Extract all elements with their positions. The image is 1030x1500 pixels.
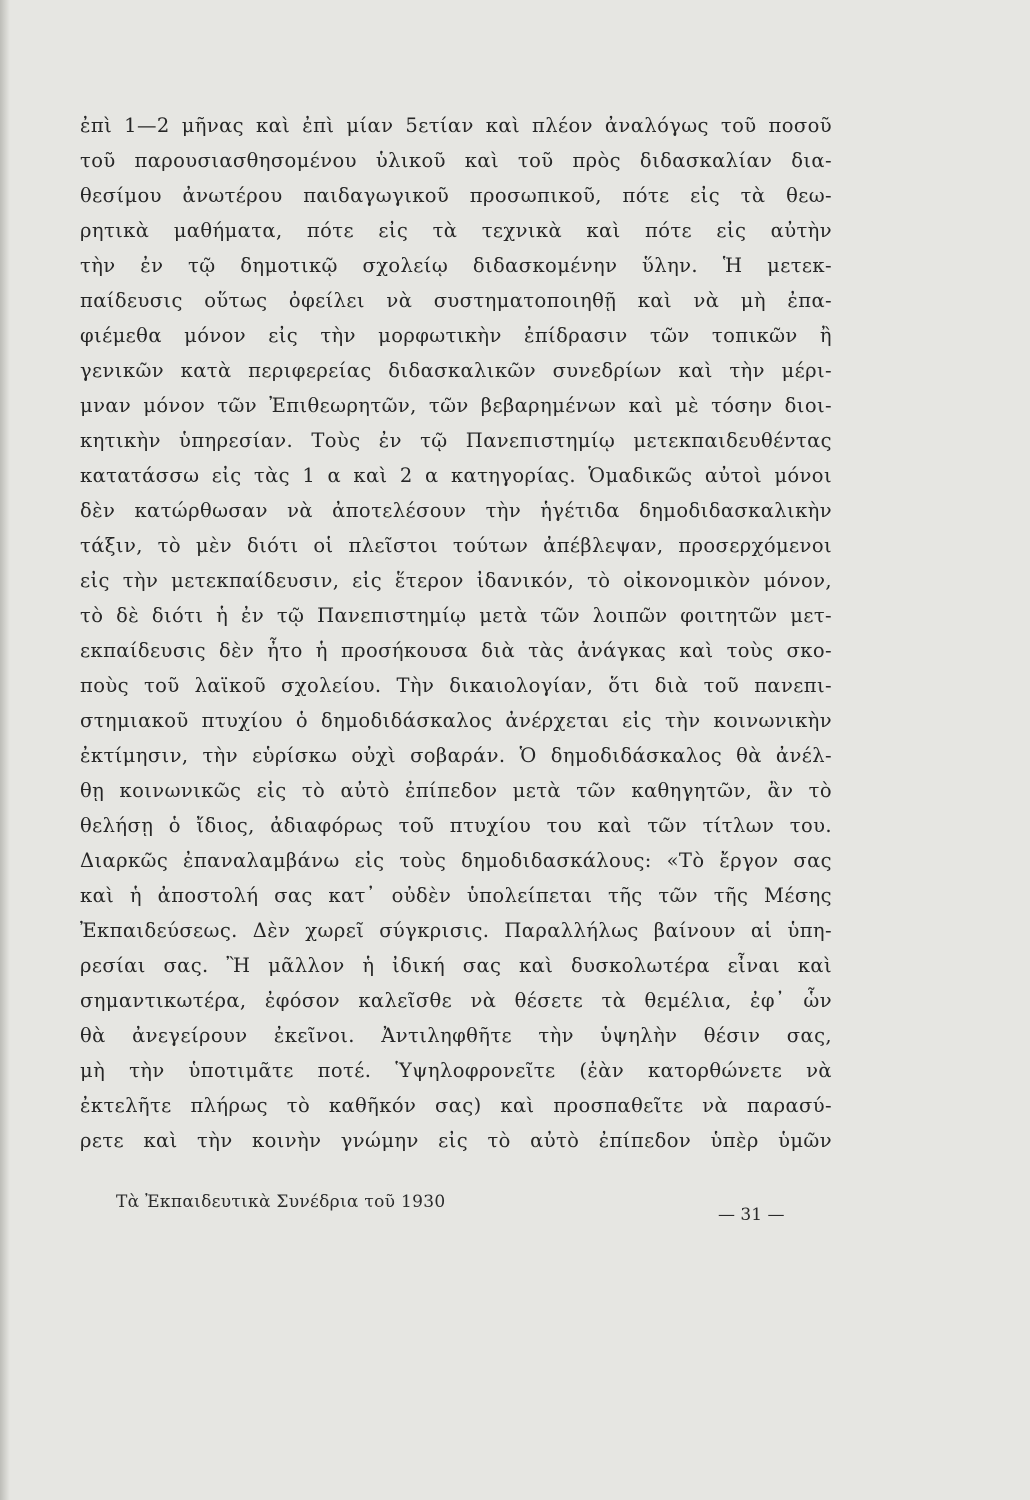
text-line: εκπαίδευσις δὲν ἦτο ἡ προσήκουσα διὰ τὰς ἀνάγκας καὶ τοὺς σκο- (80, 639, 832, 662)
text-line: ἐκτίμησιν, τὴν εὑρίσκω οὐχὶ σοβαράν. Ὁ δημοδιδάσκαλος θὰ ἀνέλ- (80, 744, 832, 767)
page-edge-shadow (0, 0, 10, 1500)
text-line: ρετε καὶ τὴν κοινὴν γνώμην εἰς τὸ αὐτὸ ἐπίπεδον ὑπὲρ ὑμῶν (80, 1129, 832, 1152)
text-line: κητικὴν ὑπηρεσίαν. Τοὺς ἐν τῷ Πανεπιστημίῳ μετεκπαιδευθέντας (80, 429, 832, 452)
text-line: θεσίμου ἀνωτέρου παιδαγωγικοῦ προσωπικοῦ, πότε εἰς τὰ θεω- (80, 184, 832, 207)
text-line: μναν μόνον τῶν Ἐπιθεωρητῶν, τῶν βεβαρημένων καὶ μὲ τόσην διοι- (80, 394, 832, 417)
text-line: ποὺς τοῦ λαϊκοῦ σχολείου. Τὴν δικαιολογίαν, ὅτι διὰ τοῦ πανεπι- (80, 674, 832, 697)
page-number: — 31 — (718, 1205, 785, 1225)
text-line: ρητικὰ μαθήματα, πότε εἰς τὰ τεχνικὰ καὶ πότε εἰς αὐτὴν (80, 219, 832, 242)
text-line: φιέμεθα μόνον εἰς τὴν μορφωτικὴν ἐπίδρασιν τῶν τοπικῶν ἢ (80, 324, 832, 347)
text-line: γενικῶν κατὰ περιφερείας διδασκαλικῶν συνεδρίων καὶ τὴν μέρι- (80, 359, 832, 382)
body-text (80, 108, 832, 1158)
text-line: ἐκτελῆτε πλήρως τὸ καθῆκόν σας) καὶ προσπαθεῖτε νὰ παρασύ- (80, 1094, 832, 1117)
text-line: Διαρκῶς ἐπαναλαμβάνω εἰς τοὺς δημοδιδασκάλους: «Τὸ ἔργον σας (80, 849, 832, 872)
text-line: θῃ κοινωνικῶς εἰς τὸ αὐτὸ ἐπίπεδον μετὰ τῶν καθηγητῶν, ἂν τὸ (80, 779, 832, 802)
text-line: καὶ ἡ ἀποστολή σας κατ᾿ οὐδὲν ὑπολείπεται τῆς τῶν τῆς Μέσης (80, 884, 832, 907)
text-line: θὰ ἀνεγείρουν ἐκεῖνοι. Ἀντιληφθῆτε τὴν ὑψηλὴν θέσιν σας, (80, 1024, 832, 1047)
text-line: τοῦ παρουσιασθησομένου ὑλικοῦ καὶ τοῦ πρὸς διδασκαλίαν δια- (80, 149, 832, 172)
text-line: μὴ τὴν ὑποτιμᾶτε ποτέ. Ὑψηλοφρονεῖτε (ἐὰν κατορθώνετε νὰ (80, 1059, 832, 1082)
text-line: εἰς τὴν μετεκπαίδευσιν, εἰς ἕτερον ἰδανικόν, τὸ οἰκονομικὸν μόνον, (80, 569, 832, 592)
text-line: ἐπὶ 1—2 μῆνας καὶ ἐπὶ μίαν 5ετίαν καὶ πλέον ἀναλόγως τοῦ ποσοῦ (80, 114, 832, 137)
text-line: δὲν κατώρθωσαν νὰ ἀποτελέσουν τὴν ἡγέτιδα δημοδιδασκαλικὴν (80, 499, 832, 522)
text-line: ρεσίαι σας. Ἢ μᾶλλον ἡ ἰδική σας καὶ δυσκολωτέρα εἶναι καὶ (80, 954, 832, 977)
text-line: τάξιν, τὸ μὲν διότι οἱ πλεῖστοι τούτων ἀπέβλεψαν, προσερχόμενοι (80, 534, 832, 557)
text-line: κατατάσσω εἰς τὰς 1 α καὶ 2 α κατηγορίας. Ὁμαδικῶς αὐτοὶ μόνοι (80, 464, 832, 487)
text-line: σημαντικωτέρα, ἐφόσον καλεῖσθε νὰ θέσετε τὰ θεμέλια, ἐφ᾿ ὧν (80, 989, 832, 1012)
text-line: στημιακοῦ πτυχίου ὁ δημοδιδάσκαλος ἀνέρχεται εἰς τὴν κοινωνικὴν (80, 709, 832, 732)
text-line: παίδευσις οὕτως ὀφείλει νὰ συστηματοποιηθῇ καὶ νὰ μὴ ἐπα- (80, 289, 832, 312)
text-line: Ἐκπαιδεύσεως. Δὲν χωρεῖ σύγκρισις. Παραλλήλως βαίνουν αἱ ὑπη- (80, 919, 832, 942)
text-line: θελήσῃ ὁ ἴδιος, ἀδιαφόρως τοῦ πτυχίου του καὶ τῶν τίτλων του. (80, 814, 832, 837)
text-line: τὴν ἐν τῷ δημοτικῷ σχολείῳ διδασκομένην ὕλην. Ἡ μετεκ- (80, 254, 832, 277)
running-footer-title: Τὰ Ἐκπαιδευτικὰ Συνέδρια τοῦ 1930 (116, 1192, 446, 1212)
text-line: τὸ δὲ διότι ἡ ἐν τῷ Πανεπιστημίῳ μετὰ τῶν λοιπῶν φοιτητῶν μετ- (80, 604, 832, 627)
